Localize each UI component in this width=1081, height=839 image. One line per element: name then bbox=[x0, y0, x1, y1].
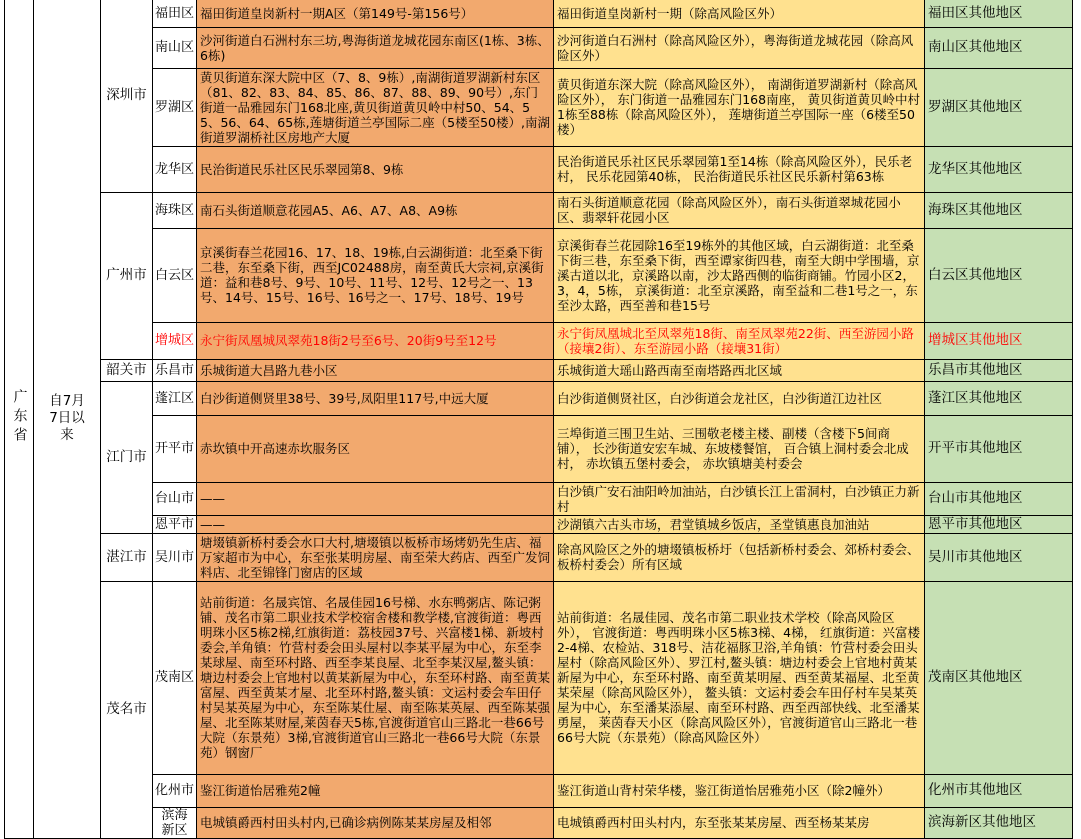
high-risk-cell: 电城镇爵西村田头村内,已确诊病例陈某某房屋及相邻 bbox=[197, 807, 554, 838]
high-risk-cell: —— bbox=[197, 482, 554, 515]
high-risk-cell: 沙河街道白石洲村东三坊,粤海街道龙城花园东南区(1栋、3栋、6栋) bbox=[197, 27, 554, 68]
high-risk-cell: 站前街道：名晟宾馆、名晟佳园16号梯、水东鸭粥店、陈记粥铺、茂名市第二职业技术学校宿舍楼和教学楼,官渡街道：粤西明珠小区5栋2梯,红旗街道：荔枝园37号、兴富楼1梯、新坡村委会,羊角镇：竹营村委会田头屋村以李某平屋为中心，东至李某球屋、南至环村路、西至李某良屋、北至李某汉屋,鳌头镇：塘边村委会上官地村以黄某新屋为中心，东至环村路、南至黄某富屋、西至黄某才屋、北至环村路,鳌头镇：文运村委会车田仔村吴某英屋为中心，东至陈某仕屋、南至陈某英屋、西至陈某强屋、北至陈某财屋,莱茵春天5栋,官渡街道官山三路北一巷66号大院（东景苑）3梯,官渡街道官山三路北一巷66号大院（东景苑）钢窗厂 bbox=[197, 581, 554, 774]
high-risk-cell: 福田街道皇岗新村一期A区（第149号-第156号） bbox=[197, 0, 554, 27]
district-cell: 吴川市 bbox=[153, 533, 197, 581]
district-cell: 茂南区 bbox=[153, 581, 197, 774]
district-cell: 增城区 bbox=[153, 322, 197, 359]
medium-risk-cell: 站前街道：名晟佳园、茂名市第二职业技术学校（除高风险区外）， 官渡街道：粤西明珠小区5栋3梯、4梯， 红旗街道：兴富楼2-4梯、农检站、318号、洁花福豚卫浴,羊角镇：竹营村委会田头屋村（除高风险区外）、罗江村,鳌头镇：塘边村委会上官地村黄某新屋为中心，东至环村路、南至黄某明屋、西至黄某福屋、北至黄某荣屋（除高风险区外）， 鳌头镇：文运村委会车田仔村车吴某英屋为中心，东至潘某添屋、南至环村路、西至西部快线、北至潘某勇屋， 莱茵春天小区（除高风险区外），官渡街道官山三路北一巷66号大院（东景苑）（除高风险区外） bbox=[554, 581, 925, 774]
high-risk-cell: 塘㙍镇新桥村委会水口大村,塘㙍镇以板桥市场烤奶先生店、福万家超市为中心，东至张某明房屋、南至荣大药店、西至广发饲料店、北至锦锋门窗店的区域 bbox=[197, 533, 554, 581]
other-area-cell: 滨海新区其他地区 bbox=[925, 807, 1073, 838]
district-cell: 恩平市 bbox=[153, 515, 197, 533]
other-area-cell: 吴川市其他地区 bbox=[925, 533, 1073, 581]
medium-risk-cell: 沙河街道白石洲村（除高风险区外），粤海街道龙城花园（除高风险区外） bbox=[554, 27, 925, 68]
city-cell-guangzhou: 广州市 bbox=[101, 192, 153, 359]
other-area-cell: 南山区其他地区 bbox=[925, 27, 1073, 68]
medium-risk-cell: 白沙街道侧贤社区，白沙街道会龙社区，白沙街道江边社区 bbox=[554, 381, 925, 415]
medium-risk-cell: 民治街道民乐社区民乐翠园第1至14栋（除高风险区外），民乐老村， 民乐花园第40栋， 民治街道民乐社区民乐新村第63栋 bbox=[554, 146, 925, 192]
high-risk-cell: 鉴江街道怡居雅苑2幢 bbox=[197, 774, 554, 807]
other-area-cell: 恩平市其他地区 bbox=[925, 515, 1073, 533]
city-cell-maoming: 茂名市 bbox=[101, 581, 153, 838]
medium-risk-cell: 南石头街道顺意花园（除高风险区外），南石头街道翠城花园小区、翡翠轩花园小区 bbox=[554, 192, 925, 228]
medium-risk-cell: 除高风险区之外的塘㙍镇板桥圩（包括新桥村委会、郊桥村委会、板桥村委会）所有区域 bbox=[554, 533, 925, 581]
high-risk-cell: 民治街道民乐社区民乐翠园第8、9栋 bbox=[197, 146, 554, 192]
medium-risk-cell: 电城镇爵西村田头村内，东至张某某房屋、西至杨某某房 bbox=[554, 807, 925, 838]
high-risk-cell: 乐城街道大昌路九巷小区 bbox=[197, 359, 554, 381]
other-area-cell: 台山市其他地区 bbox=[925, 482, 1073, 515]
high-risk-cell: —— bbox=[197, 515, 554, 533]
other-area-cell: 化州市其他地区 bbox=[925, 774, 1073, 807]
high-risk-cell: 永宁街凤凰城凤翠苑18街2号至6号、20街9号至12号 bbox=[197, 322, 554, 359]
risk-area-table bbox=[4, 0, 1073, 839]
high-risk-cell: 京溪街春兰花园16、17、18、19栋,白云湖街道：北至桑下街二巷，东至桑下街，西至JC02488房，南至黄氏大宗祠,京溪街道：益和巷8号、9号、10号、11号、12号、12号之一、13号、14号、15号、16号、16号之一、17号、18号、19号 bbox=[197, 228, 554, 322]
other-area-cell: 福田区其他地区 bbox=[925, 0, 1073, 27]
medium-risk-cell: 三埠街道三围卫生站、三围敬老楼主楼、副楼（含楼下5间商铺）， 长沙街道安宏车城、东坡楼餐馆， 百合镇上洞村委会北成村， 赤坎镇五堡村委会， 赤坎镇塘美村委会 bbox=[554, 415, 925, 482]
medium-risk-cell: 乐城街道大瑶山路西南至南塔路西北区域 bbox=[554, 359, 925, 381]
other-area-cell: 白云区其他地区 bbox=[925, 228, 1073, 322]
high-risk-cell: 白沙街道侧贤里38号、39号,凤阳里117号,中远大厦 bbox=[197, 381, 554, 415]
district-cell: 福田区 bbox=[153, 0, 197, 27]
high-risk-cell: 黄贝街道东深大院中区（7、8、9栋）,南湖街道罗湖新村东区（81、82、83、84、85、86、87、88、89、90号）,东门街道一品雅园东门168北座,黄贝街道黄贝岭中村50、54、55、56、64、65栋,莲塘街道兰亭国际二座（5楼至50楼）,南湖街道罗湖桥社区房地产大厦 bbox=[197, 68, 554, 146]
medium-risk-cell: 福田街道皇岗新村一期（除高风险区外） bbox=[554, 0, 925, 27]
medium-risk-cell: 白沙镇广安石油阳岭加油站，白沙镇长江上雷洞村，白沙镇正力新村 bbox=[554, 482, 925, 515]
medium-risk-cell: 沙湖镇六古头市场，君堂镇城乡饭店，圣堂镇惠良加油站 bbox=[554, 515, 925, 533]
district-cell: 乐昌市 bbox=[153, 359, 197, 381]
medium-risk-cell: 京溪街春兰花园除16至19栋外的其他区域，白云湖街道：北至桑下街三巷，东至桑下街，西至谭家街四巷，南至大朗中学围墙，京溪古道以北，京溪路以南，沙太路西侧的临街商铺。竹园小区2，3，4，5栋， 京溪街道：北至京溪路，南至益和二巷1号之一，东至沙太路，西至善和巷15号 bbox=[554, 228, 925, 322]
city-cell-shaoguan: 韶关市 bbox=[101, 359, 153, 381]
city-cell-zhanjiang: 湛江市 bbox=[101, 533, 153, 581]
other-area-cell: 乐昌市其他地区 bbox=[925, 359, 1073, 381]
city-cell-jiangmen: 江门市 bbox=[101, 381, 153, 533]
period-cell: 自7月7日以来 bbox=[34, 0, 101, 838]
medium-risk-cell: 鉴江街道山背村荣华楼，鉴江街道怡居雅苑小区（除2幢外） bbox=[554, 774, 925, 807]
high-risk-cell: 赤坎镇中开高速赤坎服务区 bbox=[197, 415, 554, 482]
other-area-cell: 茂南区其他地区 bbox=[925, 581, 1073, 774]
district-cell: 白云区 bbox=[153, 228, 197, 322]
district-cell: 化州市 bbox=[153, 774, 197, 807]
city-cell-shenzhen: 深圳市 bbox=[101, 0, 153, 192]
district-cell: 龙华区 bbox=[153, 146, 197, 192]
district-cell: 罗湖区 bbox=[153, 68, 197, 146]
high-risk-cell: 南石头街道顺意花园A5、A6、A7、A8、A9栋 bbox=[197, 192, 554, 228]
other-area-cell: 增城区其他地区 bbox=[925, 322, 1073, 359]
other-area-cell: 罗湖区其他地区 bbox=[925, 68, 1073, 146]
other-area-cell: 海珠区其他地区 bbox=[925, 192, 1073, 228]
medium-risk-cell: 黄贝街道东深大院（除高风险区外）， 南湖街道罗湖新村（除高风险区外）， 东门街道一品雅园东门168南座， 黄贝街道黄贝岭中村1栋至88栋（除高风险区外）， 莲塘街道兰亭国际一座（6楼至50楼） bbox=[554, 68, 925, 146]
district-cell: 开平市 bbox=[153, 415, 197, 482]
province-label: 广东省 bbox=[11, 388, 28, 446]
medium-risk-cell: 永宁街凤凰城北至凤翠苑18街、南至凤翠苑22街、西至游园小路（接壤2街）、东至游园小路（接壤31街） bbox=[554, 322, 925, 359]
other-area-cell: 开平市其他地区 bbox=[925, 415, 1073, 482]
district-cell: 滨海新区 bbox=[153, 807, 197, 838]
district-cell: 南山区 bbox=[153, 27, 197, 68]
other-area-cell: 蓬江区其他地区 bbox=[925, 381, 1073, 415]
district-cell: 海珠区 bbox=[153, 192, 197, 228]
other-area-cell: 龙华区其他地区 bbox=[925, 146, 1073, 192]
province-cell bbox=[5, 0, 34, 838]
district-cell: 台山市 bbox=[153, 482, 197, 515]
district-cell: 蓬江区 bbox=[153, 381, 197, 415]
